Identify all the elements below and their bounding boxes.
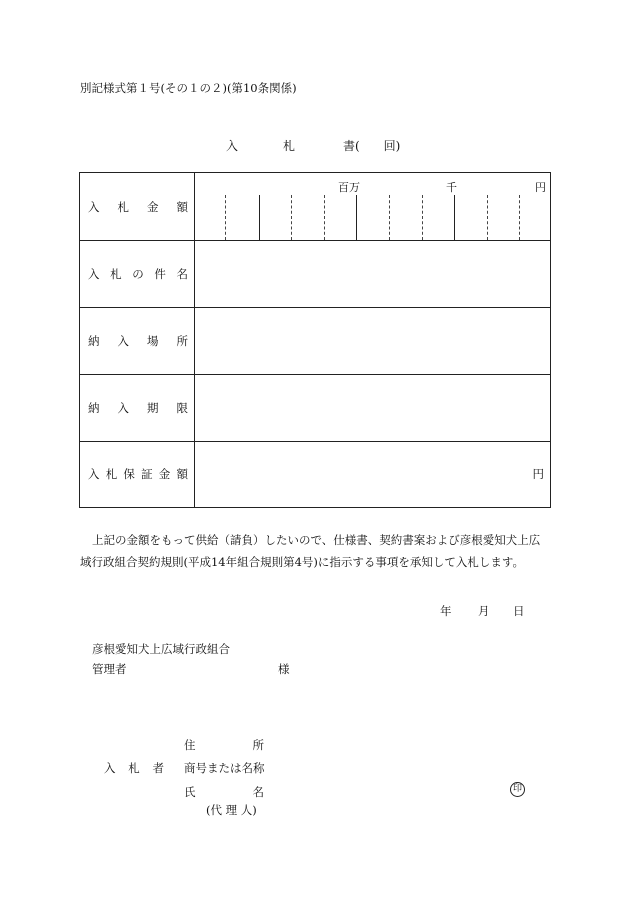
label-char: 入 xyxy=(117,400,129,415)
label-chars xyxy=(88,466,188,482)
title-part-1: 入 xyxy=(226,139,239,153)
digit-divider xyxy=(324,195,325,240)
digit-divider xyxy=(422,195,423,240)
addressee-role: 管理者 xyxy=(92,662,127,676)
label-chars xyxy=(88,333,188,349)
digit-divider xyxy=(356,195,357,240)
unit-million: 百万 xyxy=(338,181,360,194)
bid-amount-row xyxy=(80,173,550,241)
addressee-organization: 彦根愛知犬上広域行政組合 xyxy=(92,642,230,656)
label-char: 札 xyxy=(110,266,122,281)
label-char: 場 xyxy=(147,333,159,348)
date-month: 月 xyxy=(478,604,490,618)
digit-divider xyxy=(454,195,455,240)
date-year: 年 xyxy=(440,604,452,618)
label-char: 住 xyxy=(184,738,196,752)
label-char: 額 xyxy=(176,199,188,214)
label-char: 所 xyxy=(176,333,188,348)
title-part-2: 札 xyxy=(283,139,296,153)
delivery-place-input[interactable] xyxy=(194,307,550,374)
label-char: 限 xyxy=(176,400,188,415)
subject-input[interactable] xyxy=(194,240,550,307)
label-char: 所 xyxy=(252,738,264,752)
label-char: 額 xyxy=(176,467,188,481)
statement-line-2: 域行政組合契約規則(平成14年組合規則第4号)に指示する事項を承知して入札します。 xyxy=(80,555,524,569)
delivery-deadline-input[interactable] xyxy=(194,374,550,441)
label-char: 名 xyxy=(176,266,188,281)
bid-table xyxy=(79,172,551,508)
guarantee-yen-unit: 円 xyxy=(532,467,544,481)
digit-divider xyxy=(487,195,488,240)
statement-line-1: 上記の金額をもって供給（請負）したいので、仕様書、契約書案および彦根愛知犬上広 xyxy=(92,533,541,547)
bid-guarantee-input[interactable] xyxy=(194,441,550,507)
digit-divider xyxy=(259,195,260,240)
label-char: 件 xyxy=(154,266,166,281)
label-char: 納 xyxy=(88,333,100,348)
digit-divider xyxy=(389,195,390,240)
bid-amount-label xyxy=(80,173,195,240)
date-day: 日 xyxy=(513,604,525,618)
subject-row xyxy=(80,240,550,308)
label-char: 入 xyxy=(117,333,129,348)
label-char: 名 xyxy=(252,785,264,799)
label-char: 金 xyxy=(147,199,159,214)
label-char: 金 xyxy=(158,467,171,481)
label-char: 入 xyxy=(104,761,116,775)
unit-thousand: 千 xyxy=(446,181,457,194)
form-identifier: 別記様式第１号(その１の２)(第10条関係) xyxy=(80,81,297,95)
delivery-place-label xyxy=(80,307,195,374)
bidder-label xyxy=(104,760,164,776)
name-label xyxy=(184,784,264,800)
subject-label xyxy=(80,240,195,307)
statement-text xyxy=(80,529,550,573)
seal-mark: 印 xyxy=(510,782,525,797)
label-char: 期 xyxy=(147,400,159,415)
label-char: 入 xyxy=(88,266,100,281)
label-char: 納 xyxy=(88,400,100,415)
digit-divider xyxy=(291,195,292,240)
label-char: 札 xyxy=(128,761,140,775)
label-char: の xyxy=(132,266,144,281)
digit-divider xyxy=(519,195,520,240)
label-chars xyxy=(88,266,188,282)
bid-guarantee-label xyxy=(80,441,195,507)
title-part-3: 書( 回) xyxy=(343,139,401,153)
bid-guarantee-row xyxy=(80,441,550,507)
label-char: 証 xyxy=(141,467,153,481)
label-char: 札 xyxy=(117,199,129,214)
agent-label: (代 理 人) xyxy=(206,803,257,817)
label-chars xyxy=(88,400,188,416)
label-chars xyxy=(88,199,188,215)
unit-yen: 円 xyxy=(535,181,546,194)
label-char: 保 xyxy=(123,467,135,481)
label-char: 入 xyxy=(88,467,100,481)
label-char: 者 xyxy=(152,761,164,775)
company-name-label: 商号または名称 xyxy=(184,761,265,775)
label-char: 入 xyxy=(88,199,100,214)
delivery-place-row xyxy=(80,307,550,375)
digit-divider xyxy=(225,195,226,240)
address-label xyxy=(184,737,264,753)
amount-entry-area[interactable] xyxy=(194,173,550,240)
addressee-honorific: 様 xyxy=(278,662,290,676)
delivery-deadline-label xyxy=(80,374,195,441)
label-char: 札 xyxy=(105,467,118,481)
label-char: 氏 xyxy=(184,785,196,799)
delivery-deadline-row xyxy=(80,374,550,442)
